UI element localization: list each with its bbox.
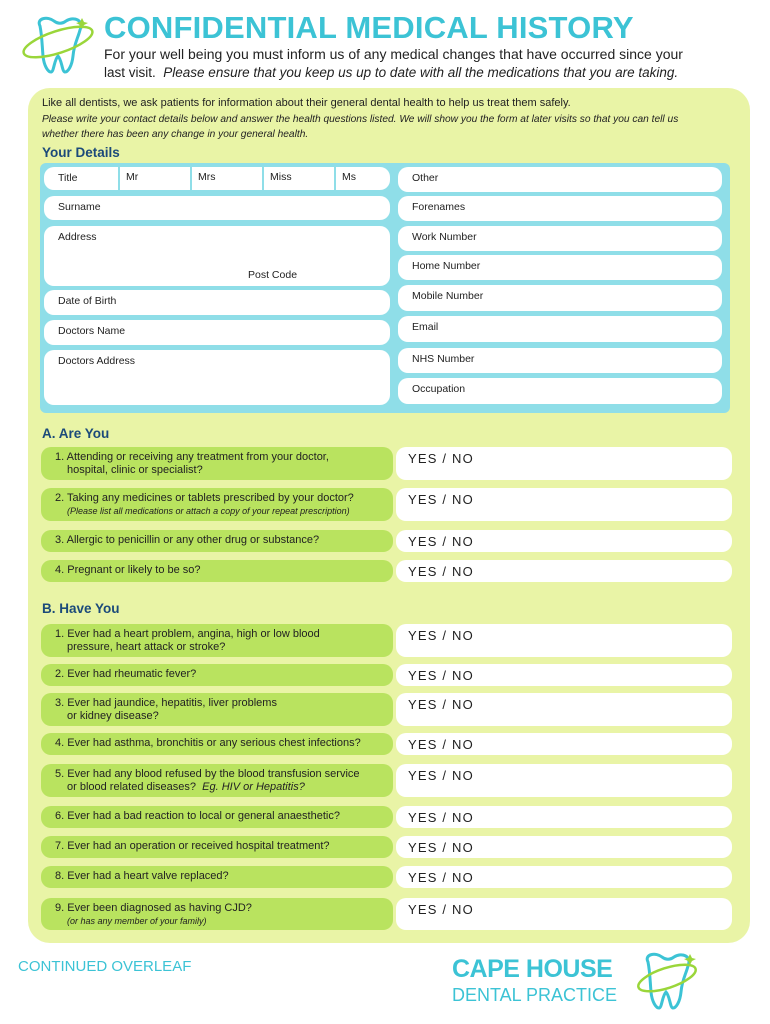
forenames-field[interactable]: Forenames [398,196,722,221]
answer-b9[interactable]: YES / NO [396,898,732,930]
mobile-number-field[interactable]: Mobile Number [398,285,722,311]
answer-b4[interactable]: YES / NO [396,733,732,755]
answer-b7[interactable]: YES / NO [396,836,732,858]
question-b6: 6. Ever had a bad reaction to local or general anaesthetic? [41,806,393,828]
title-option-mrs[interactable]: Mrs [198,171,216,183]
answer-b1[interactable]: YES / NO [396,624,732,657]
title-option-mr[interactable]: Mr [126,171,139,183]
question-a4: 4. Pregnant or likely to be so? [41,560,393,582]
tooth-logo-icon [634,946,700,1016]
doctors-name-field[interactable]: Doctors Name [44,320,390,345]
panel-intro-instructions: Please write your contact details below and answer the health questions listed. We will show you the form at later visits so that you can tell us whether there has been any change in your general health. [42,114,679,140]
title-option-miss[interactable]: Miss [270,171,292,183]
question-b2: 2. Ever had rheumatic fever? [41,664,393,686]
title-divider [190,167,192,190]
answer-a4[interactable]: YES / NO [396,560,732,582]
brand-subtitle: DENTAL PRACTICE [452,985,618,1005]
answer-b8[interactable]: YES / NO [396,866,732,888]
intro-line-1: For your well being you must inform us of any medical changes that have occurred since your [104,46,683,62]
email-field[interactable]: Email [398,316,722,342]
title-divider [118,167,120,190]
post-code-label: Post Code [248,269,298,281]
answer-a2[interactable]: YES / NO [396,488,732,521]
other-field[interactable]: Other [398,167,722,192]
title-divider [334,167,336,190]
question-b3: 3. Ever had jaundice, hepatitis, liver problems or kidney disease? [41,693,393,726]
question-a3: 3. Allergic to penicillin or any other drug or substance? [41,530,393,552]
question-b1: 1. Ever had a heart problem, angina, high or low blood pressure, heart attack or stroke? [41,624,393,657]
date-of-birth-field[interactable]: Date of Birth [44,290,390,315]
home-number-field[interactable]: Home Number [398,255,722,280]
question-a2: 2. Taking any medicines or tablets prescribed by your doctor? (Please list all medications or attach a copy of your repeat prescription) [41,488,393,521]
answer-b5[interactable]: YES / NO [396,764,732,797]
section-a-heading: A. Are You [42,426,110,441]
work-number-field[interactable]: Work Number [398,226,722,251]
answer-b6[interactable]: YES / NO [396,806,732,828]
question-b8: 8. Ever had a heart valve replaced? [41,866,393,888]
address-field[interactable]: Address Post Code [44,226,390,286]
panel-intro-text: Like all dentists, we ask patients for information about their general dental health to help us treat them safely. [42,97,571,109]
title-divider [262,167,264,190]
your-details-heading: Your Details [42,145,120,160]
answer-b3[interactable]: YES / NO [396,693,732,726]
continued-overleaf: CONTINUED OVERLEAF [18,958,192,975]
question-b7: 7. Ever had an operation or received hospital treatment? [41,836,393,858]
section-b-heading: B. Have You [42,601,120,616]
nhs-number-field[interactable]: NHS Number [398,348,722,373]
intro-line-2: last visit. Please ensure that you keep us up to date with all the medications that you are taking. [104,65,679,80]
title-option-ms[interactable]: Ms [342,171,356,183]
occupation-field[interactable]: Occupation [398,378,722,404]
title-label: Title [58,172,78,184]
surname-field[interactable]: Surname [44,196,390,220]
title-field[interactable] [44,167,390,190]
answer-b2[interactable]: YES / NO [396,664,732,686]
brand-name: CAPE HOUSE [452,955,613,983]
question-b5: 5. Ever had any blood refused by the blood transfusion service or blood related diseases? Eg. HIV or Hepatitis? [41,764,393,797]
question-b4: 4. Ever had asthma, bronchitis or any serious chest infections? [41,733,393,755]
answer-a1[interactable]: YES / NO [396,447,732,480]
question-a1: 1. Attending or receiving any treatment from your doctor, hospital, clinic or specialist? [41,447,393,480]
doctors-address-field[interactable]: Doctors Address [44,350,390,405]
answer-a3[interactable]: YES / NO [396,530,732,552]
page-title: CONFIDENTIAL MEDICAL HISTORY [104,10,634,45]
tooth-logo-icon [18,12,98,78]
question-b9: 9. Ever been diagnosed as having CJD? (or has any member of your family) [41,898,393,930]
